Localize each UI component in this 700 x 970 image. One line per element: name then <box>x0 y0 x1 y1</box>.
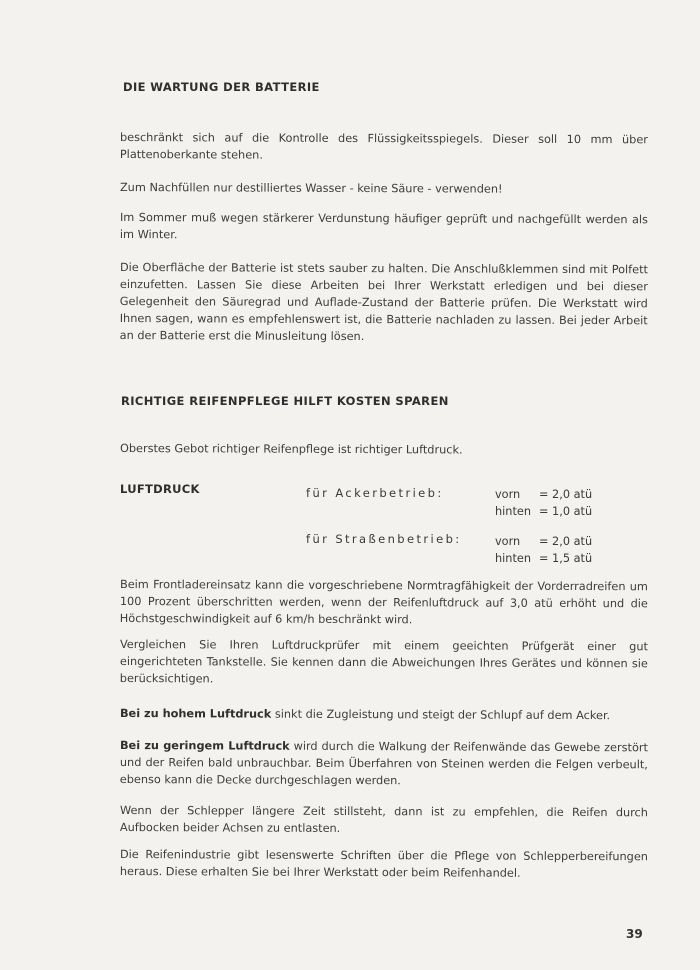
road-front-row <box>495 533 592 550</box>
tires-intro: Oberstes Gebot richtiger Reifenpflege ist richtiger Luftdruck. <box>119 441 463 457</box>
standing-paragraph: Wenn der Schlepper längere Zeit stillsteht, dann ist zu empfehlen, die Reifen durch Aufbocken beider Achsen zu entlasten. <box>119 804 648 835</box>
tire-pressure-label: LUFTDRUCK <box>120 482 200 496</box>
battery-paragraph-4: Die Oberfläche der Batterie ist stets sauber zu halten. Die Anschlußklemmen sind mit Polfett einzufetten. Lassen Sie diese Arbeiten bei Ihrer Werkstatt erledigen und bei dieser Gelegenheit den Säuregrad und Auflade-Zustand der Batterie prüfen. Die Werkstatt wird Ihnen sagen, wann es empfehlenswert ist, die Batterie nachladen zu lassen. Bei jeder Arbeit an der Batterie erst die Minusleitung lösen. <box>119 260 648 344</box>
field-pressure-values <box>495 486 592 520</box>
front-loader-paragraph: Beim Frontladereinsatz kann die vorgeschriebene Normtragfähigkeit der Vorderradreifen um 100 Prozent überschritten werden, wenn der Reifenluftdruck auf 3,0 atü erhöht und die Höchstgeschwindigkeit auf 6 km/h beschränkt wird. <box>119 578 648 627</box>
low-pressure-paragraph <box>120 737 648 790</box>
road-rear-row <box>495 550 592 567</box>
battery-paragraph-1: beschränkt sich auf die Kontrolle des Flüssigkeitsspiegels. Dieser soll 10 mm über Plattenoberkante stehen. <box>119 130 648 162</box>
road-front-value: = 2,0 atü <box>539 535 593 548</box>
field-front-label: vorn <box>495 488 521 501</box>
battery-heading: DIE WARTUNG DER BATTERIE <box>123 80 320 94</box>
pressure-check-paragraph: Vergleichen Sie Ihren Luftdruckprüfer mit einem geeichten Prüfgerät einer gut eingerichteten Tankstelle. Sie kennen dann die Abweichungen Ihres Gerätes und können sie berücksichtigen. <box>119 638 648 686</box>
low-pressure-lead: Bei zu geringem Luftdruck <box>119 739 290 753</box>
field-front-value: = 2,0 atü <box>539 488 593 501</box>
high-pressure-lead: Bei zu hohem Luftdruck <box>119 707 272 721</box>
tire-industry-paragraph: Die Reifenindustrie gibt lesenswerte Schriften über die Pflege von Schlepperbereifungen heraus. Diese erhalten Sie bei Ihrer Werkstatt oder beim Reifenhandel. <box>119 848 648 880</box>
field-rear-label: hinten <box>495 505 531 518</box>
field-mode-label: für Ackerbetrieb: <box>306 486 444 500</box>
page-number: 39 <box>626 927 643 941</box>
road-rear-label: hinten <box>495 552 531 565</box>
battery-paragraph-3: Im Sommer muß wegen stärkerer Verdunstung häufiger geprüft und nachgefüllt werden als im Winter. <box>119 210 648 242</box>
low-pressure-text: wird durch die Walkung der Reifenwände das Gewebe zerstört und der Reifen bald unbrauchbar. Beim Überfahren von Steinen werden die Felgen verbeult, ebenso kann die Decke durchgeschlagen werden. <box>119 739 648 788</box>
field-rear-value: = 1,0 atü <box>539 505 593 518</box>
high-pressure-text: sinkt die Zugleistung und steigt der Schlupf auf dem Acker. <box>271 707 611 723</box>
field-rear-row <box>495 503 592 520</box>
field-front-row <box>495 486 592 503</box>
road-front-label: vorn <box>495 535 521 548</box>
road-rear-value: = 1,5 atü <box>539 552 593 565</box>
road-mode-label: für Straßenbetrieb: <box>306 532 462 546</box>
tires-heading: RICHTIGE REIFENPFLEGE HILFT KOSTEN SPAREN <box>121 394 449 408</box>
high-pressure-paragraph <box>120 705 648 724</box>
road-pressure-values <box>495 533 592 567</box>
battery-paragraph-2: Zum Nachfüllen nur destilliertes Wasser - keine Säure - verwenden! <box>119 180 503 196</box>
